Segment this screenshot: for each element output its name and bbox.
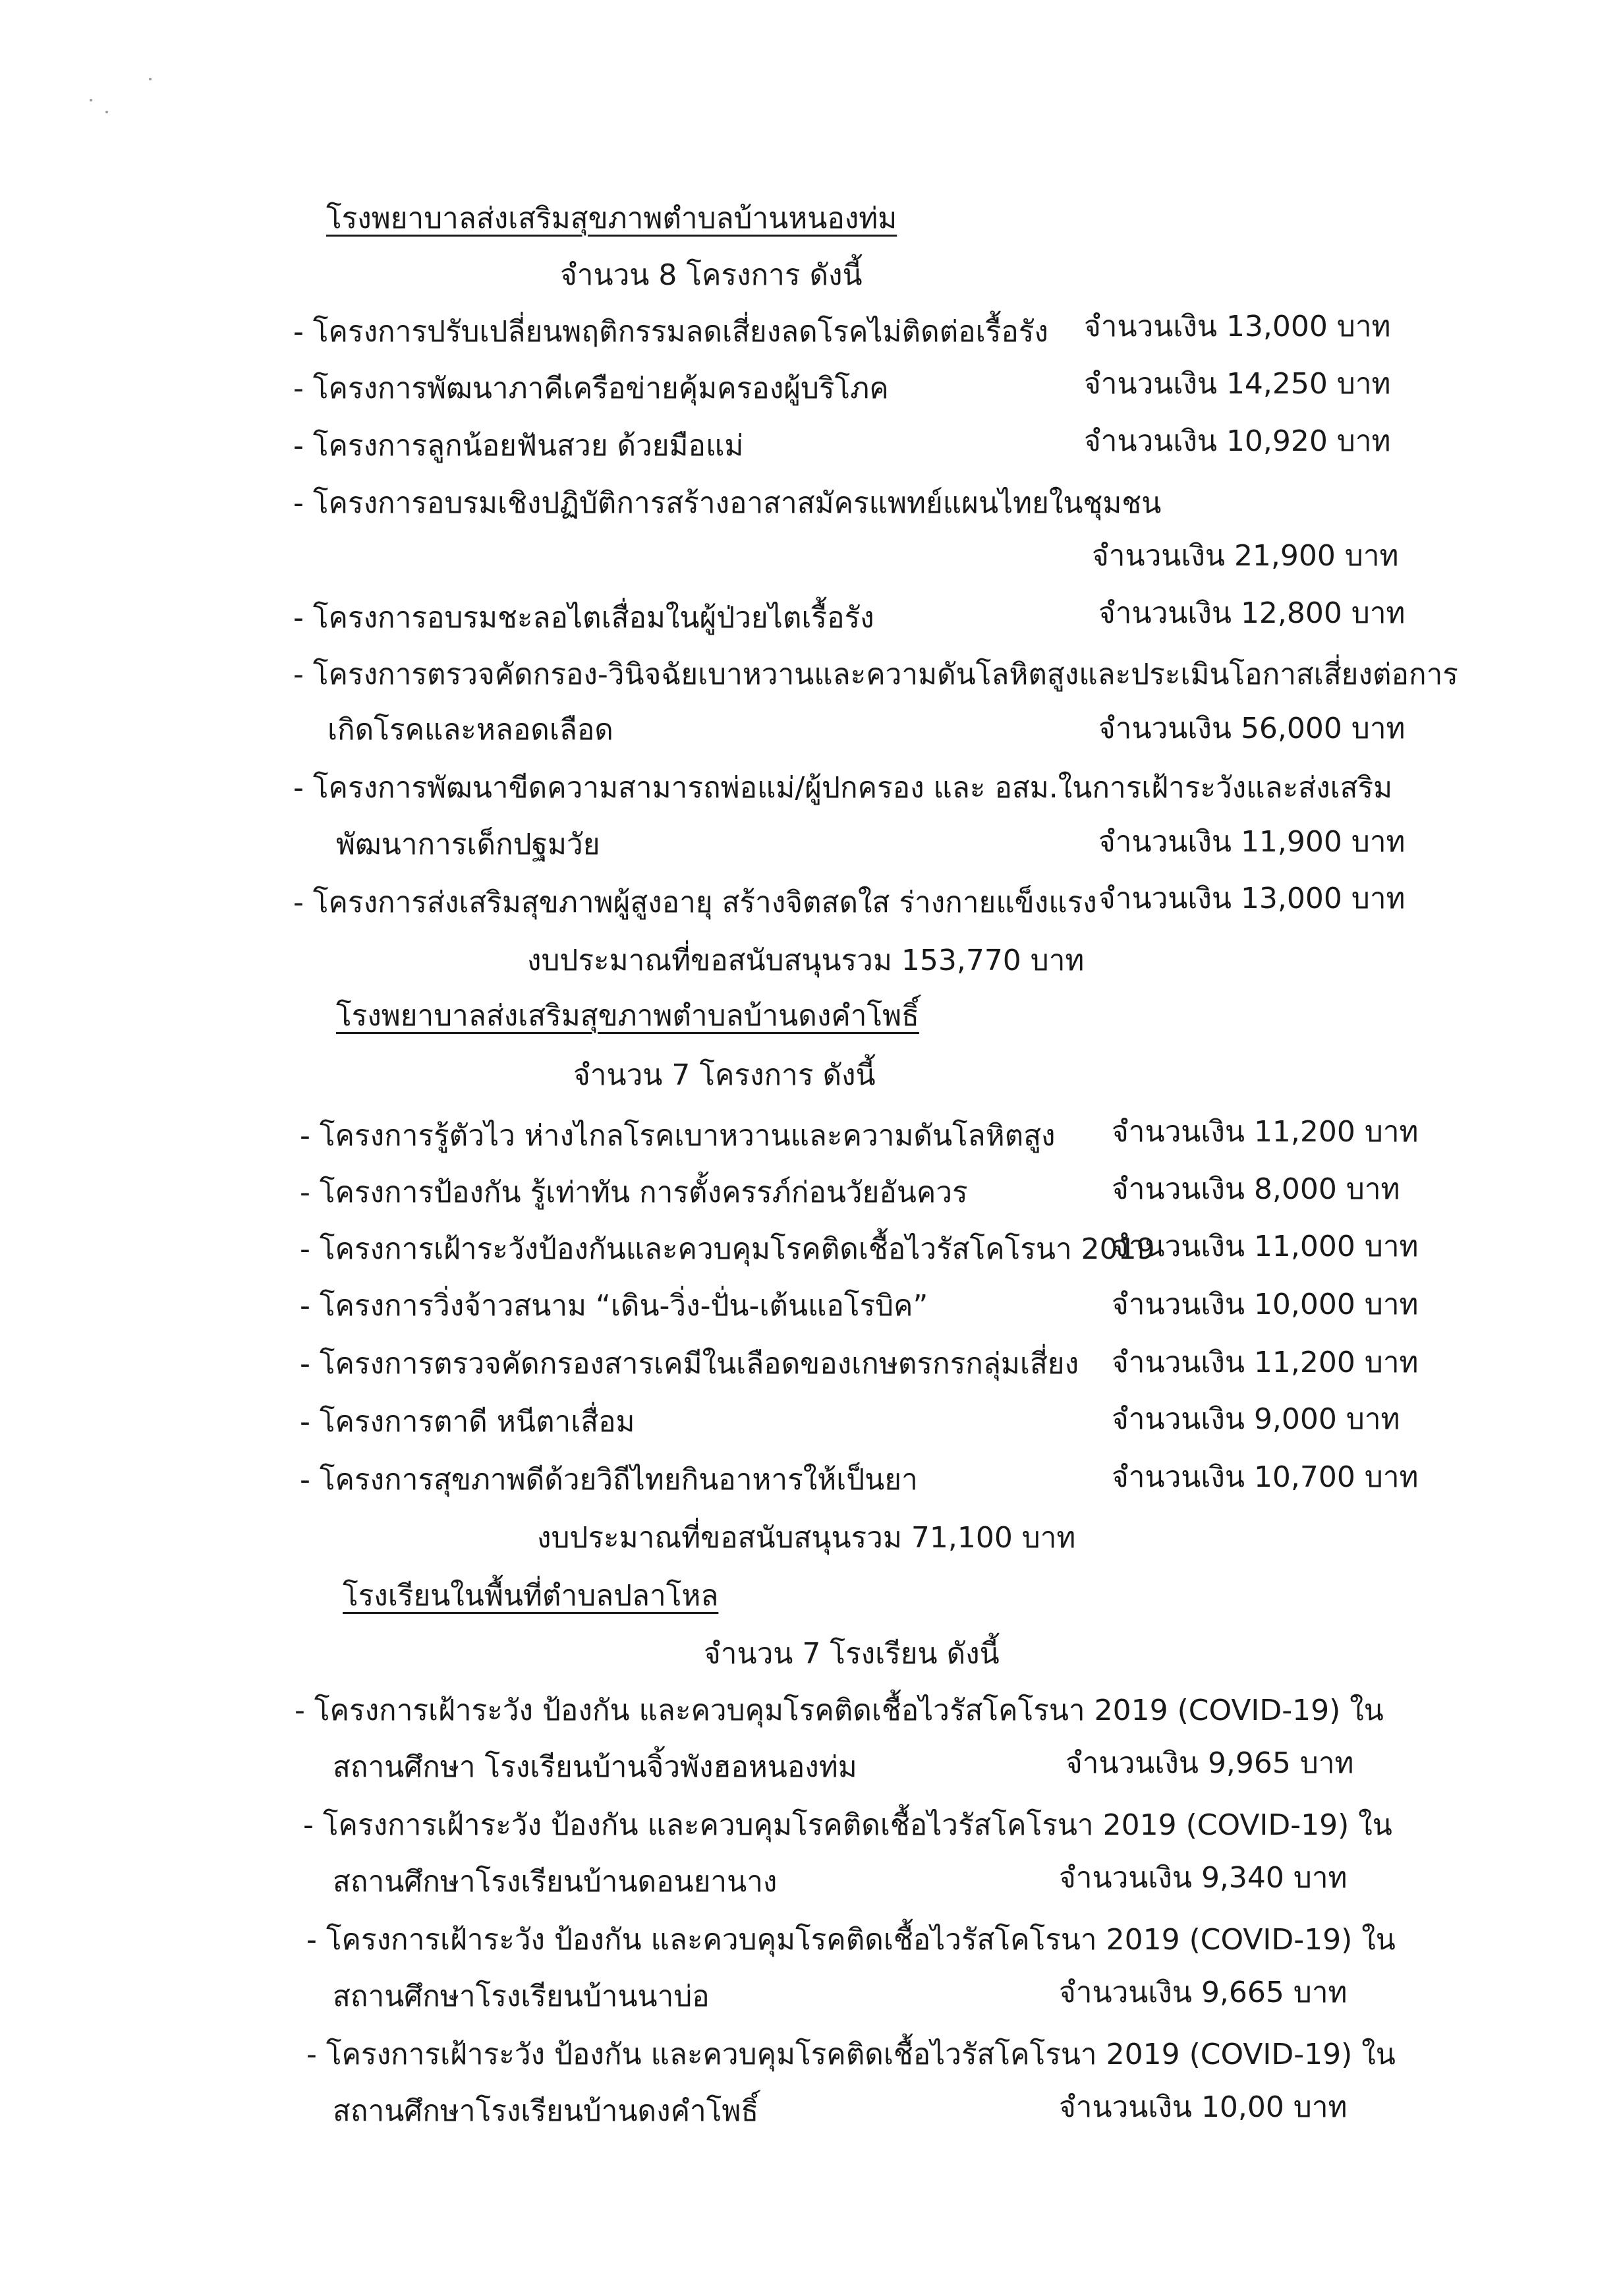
project-item-continuation: สถานศึกษาโรงเรียนบ้านดอนยานาง: [333, 1865, 778, 1899]
project-item-continuation: สถานศึกษาโรงเรียนบ้านนาบ่อ: [333, 1980, 710, 2013]
scan-speck: [105, 111, 108, 113]
project-item: - โครงการรู้ตัวไว ห่างไกลโรคเบาหวานและความดันโลหิตสูง: [300, 1119, 1056, 1153]
project-amount: จำนวนเงิน 11,900 บาท: [1098, 825, 1406, 859]
section-heading: โรงพยาบาลส่งเสริมสุขภาพตำบลบ้านหนองท่ม: [326, 202, 897, 235]
project-item-continuation: สถานศึกษาโรงเรียนบ้านดงคำโพธิ์: [333, 2094, 759, 2128]
project-item: - โครงการเฝ้าระวังป้องกันและควบคุมโรคติดเชื้อไวรัสโคโรนา 2019: [300, 1232, 1155, 1266]
project-amount: จำนวนเงิน 11,200 บาท: [1112, 1346, 1419, 1379]
section-heading: โรงเรียนในพื้นที่ตำบลปลาโหล: [343, 1579, 719, 1613]
section-total: งบประมาณที่ขอสนับสนุนรวม 71,100 บาท: [537, 1521, 1076, 1555]
project-item: - โครงการปรับเปลี่ยนพฤติกรรมลดเสี่ยงลดโรคไม่ติดต่อเรื้อรัง: [293, 315, 1048, 349]
project-item: - โครงการสุขภาพดีด้วยวิถีไทยกินอาหารให้เป็นยา: [300, 1463, 918, 1497]
scan-speck: [90, 99, 92, 101]
project-amount: จำนวนเงิน 13,000 บาท: [1098, 882, 1406, 915]
scan-speck: [149, 78, 152, 80]
project-amount: จำนวนเงิน 14,250 บาท: [1084, 367, 1391, 401]
project-amount: จำนวนเงิน 9,965 บาท: [1065, 1746, 1354, 1780]
project-item: - โครงการเฝ้าระวัง ป้องกัน และควบคุมโรคติดเชื้อไวรัสโคโรนา 2019 (COVID-19) ใน: [303, 1808, 1392, 1842]
project-item-continuation: พัฒนาการเด็กปฐมวัย: [336, 828, 600, 861]
project-amount: จำนวนเงิน 12,800 บาท: [1098, 596, 1406, 630]
project-amount: จำนวนเงิน 10,920 บาท: [1084, 424, 1391, 458]
project-item: - โครงการเฝ้าระวัง ป้องกัน และควบคุมโรคติดเชื้อไวรัสโคโรนา 2019 (COVID-19) ใน: [306, 1923, 1396, 1957]
project-amount: จำนวนเงิน 10,000 บาท: [1112, 1288, 1419, 1321]
project-item: - โครงการป้องกัน รู้เท่าทัน การตั้งครรภ์ก่อนวัยอันควร: [300, 1176, 968, 1209]
project-item: - โครงการส่งเสริมสุขภาพผู้สูงอายุ สร้างจิตสดใส ร่างกายแข็งแรง: [293, 886, 1097, 919]
project-item: - โครงการอบรมเชิงปฏิบัติการสร้างอาสาสมัครแพทย์แผนไทยในชุมชน: [293, 486, 1162, 520]
project-item: - โครงการเฝ้าระวัง ป้องกัน และควบคุมโรคติดเชื้อไวรัสโคโรนา 2019 (COVID-19) ใน: [306, 2038, 1396, 2071]
project-item: - โครงการตาดี หนีตาเสื่อม: [300, 1405, 635, 1439]
section-count: จำนวน 7 โรงเรียน ดังนี้: [704, 1637, 1000, 1671]
project-amount: จำนวนเงิน 10,700 บาท: [1112, 1460, 1419, 1494]
project-amount: จำนวนเงิน 56,000 บาท: [1098, 712, 1406, 745]
project-item: - โครงการพัฒนาภาคีเครือข่ายคุ้มครองผู้บริโภค: [293, 372, 889, 405]
project-item: - โครงการวิ่งจ้าวสนาม “เดิน-วิ่ง-ปั่น-เต้นแอโรบิค”: [300, 1289, 928, 1323]
section-heading: โรงพยาบาลส่งเสริมสุขภาพตำบลบ้านดงคำโพธิ์: [336, 999, 919, 1033]
section-count: จำนวน 8 โครงการ ดังนี้: [560, 258, 863, 292]
project-amount: จำนวนเงิน 9,000 บาท: [1112, 1402, 1400, 1436]
section-count: จำนวน 7 โครงการ ดังนี้: [573, 1058, 876, 1092]
project-item: - โครงการตรวจคัดกรอง-วินิจฉัยเบาหวานและความดันโลหิตสูงและประเมินโอกาสเสี่ยงต่อการ: [293, 658, 1458, 691]
project-amount: จำนวนเงิน 9,665 บาท: [1059, 1976, 1348, 2009]
project-item-continuation: สถานศึกษา โรงเรียนบ้านจิ้วพังฮอหนองท่ม: [333, 1750, 857, 1784]
project-amount: จำนวนเงิน 11,000 บาท: [1112, 1230, 1419, 1263]
project-amount: จำนวนเงิน 11,200 บาท: [1112, 1115, 1419, 1149]
project-amount: จำนวนเงิน 8,000 บาท: [1112, 1172, 1400, 1206]
project-amount: จำนวนเงิน 9,340 บาท: [1059, 1861, 1348, 1895]
project-amount: จำนวนเงิน 13,000 บาท: [1084, 310, 1391, 343]
project-item-continuation: เกิดโรคและหลอดเลือด: [327, 713, 613, 747]
project-amount: จำนวนเงิน 10,00 บาท: [1059, 2090, 1348, 2124]
project-item: - โครงการเฝ้าระวัง ป้องกัน และควบคุมโรคติดเชื้อไวรัสโคโรนา 2019 (COVID-19) ใน: [295, 1694, 1384, 1727]
project-item: - โครงการลูกน้อยฟันสวย ด้วยมือแม่: [293, 429, 744, 463]
project-item: - โครงการอบรมชะลอไตเสื่อมในผู้ป่วยไตเรื้อรัง: [293, 601, 874, 635]
project-item: - โครงการพัฒนาขีดความสามารถพ่อแม่/ผู้ปกครอง และ อสม.ในการเฝ้าระวังและส่งเสริม: [293, 771, 1393, 805]
project-item: - โครงการตรวจคัดกรองสารเคมีในเลือดของเกษตรกรกลุ่มเสี่ยง: [300, 1347, 1079, 1381]
project-amount: จำนวนเงิน 21,900 บาท: [1092, 539, 1399, 573]
section-total: งบประมาณที่ขอสนับสนุนรวม 153,770 บาท: [527, 944, 1085, 977]
